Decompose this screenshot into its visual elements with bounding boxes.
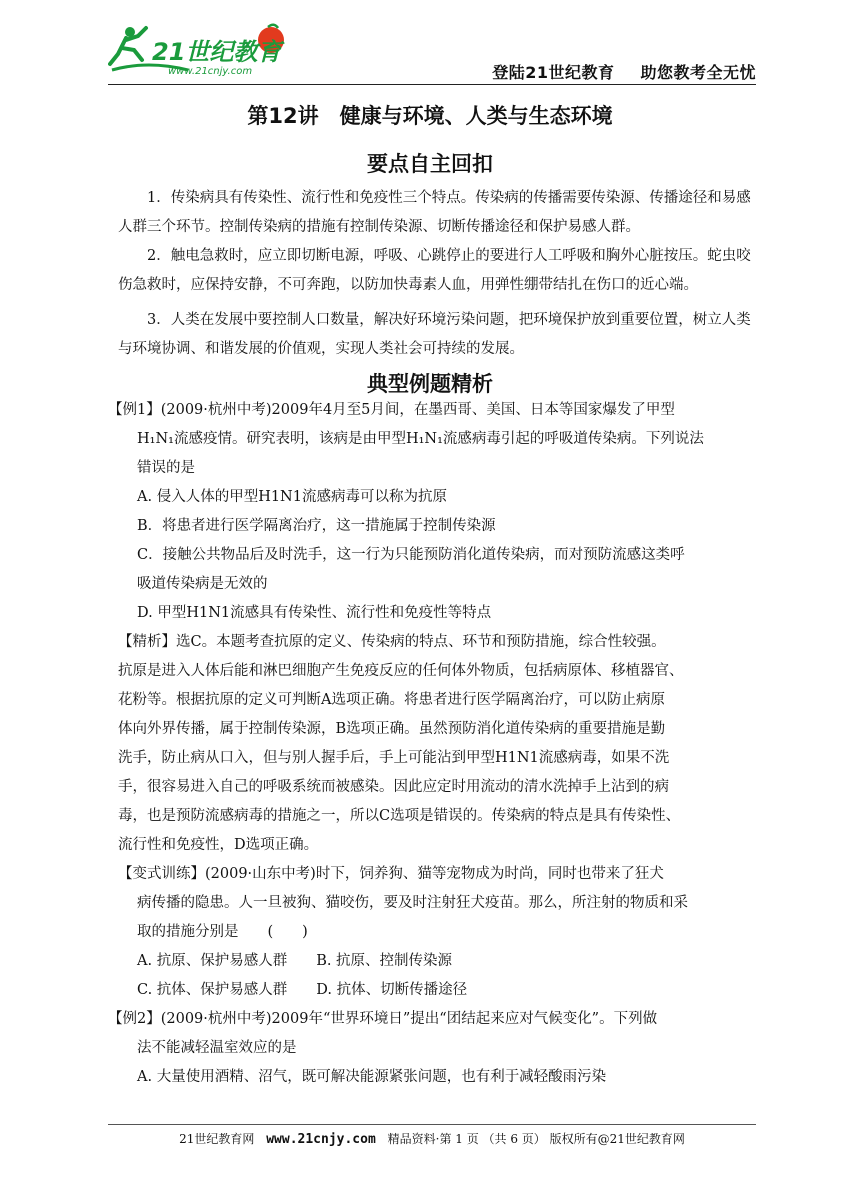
variant-training-line: 取的措施分别是 ( ) [137, 924, 308, 940]
example-1-option-a: A. 侵入人体的甲型H1N1流感病毒可以称为抗原 [137, 489, 447, 505]
example-1-analysis-line: 洗手，防止病从口入，但与别人握手后，手上可能沾到甲型H1N1流感病毒，如果不洗 [118, 750, 670, 766]
variant-training-options: A. 抗原、保护易感人群 B. 抗原、控制传染源 [137, 953, 453, 969]
variant-training-line: 病传播的隐患。人一旦被狗、猫咬伤，要及时注射狂犬疫苗。那么，所注射的物质和采 [137, 895, 688, 911]
example-1-analysis-line: 手，很容易进入自己的呼吸系统而被感染。因此应定时用流动的清水洗掉手上沾到的病 [118, 779, 669, 795]
footer-divider [108, 1124, 756, 1125]
site-logo [108, 20, 308, 78]
section-heading-examples: 典型例题精析 [367, 372, 493, 396]
slogan-login: 登陆21世纪教育 [492, 63, 615, 82]
key-point-2: 2．触电急救时，应立即切断电源，呼吸、心跳停止的要进行人工呼吸和胸外心脏按压。蛇虫咬伤急救时，应保持安静，不可奔跑，以防加快毒素人血，用弹性绷带结扎在伤口的近心端。 [118, 248, 751, 293]
section-heading-key-points: 要点自主回扣 [367, 152, 493, 176]
example-1-analysis-line: 【精析】选C。本题考查抗原的定义、传染病的特点、环节和预防措施，综合性较强。 [118, 634, 666, 650]
page-title: 第12讲 健康与环境、人类与生态环境 [247, 104, 613, 128]
footer-site: 21世纪教育网 [179, 1132, 255, 1146]
footer-page-info: 精品资料·第 1 页 （共 6 页） 版权所有@21世纪教育网 [387, 1132, 685, 1146]
logo-url: www.21cnjy.com [168, 66, 253, 77]
example-1-line: H₁N₁流感疫情。研究表明，该病是由甲型H₁N₁流感病毒引起的呼吸道传染病。下列说法 [137, 431, 704, 447]
example-1-analysis-line: 毒，也是预防流感病毒的措施之一，所以C选项是错误的。传染病的特点是具有传染性、 [118, 808, 681, 824]
logo-text: 21世纪教育 [152, 38, 282, 66]
key-point-3: 3．人类在发展中要控制人口数量，解决好环境污染问题，把环境保护放到重要位置，树立人类与环境协调、和谐发展的价值观，实现人类社会可持续的发展。 [118, 312, 751, 357]
variant-training-options: C. 抗体、保护易感人群 D. 抗体、切断传播途径 [137, 982, 468, 998]
example-1-analysis-line: 花粉等。根据抗原的定义可判断A选项正确。将患者进行医学隔离治疗，可以防止病原 [118, 692, 665, 708]
example-1-analysis-line: 抗原是进入人体后能和淋巴细胞产生免疫反应的任何体外物质，包括病原体、移植器官、 [118, 663, 684, 679]
example-1-analysis-line: 体向外界传播，属于控制传染源，B选项正确。虽然预防消化道传染病的重要措施是勤 [118, 721, 666, 737]
example-1-option-b: B．将患者进行医学隔离治疗，这一措施属于控制传染源 [137, 518, 496, 534]
footer-url[interactable]: www.21cnjy.com [266, 1132, 376, 1147]
example-2-option-a: A. 大量使用酒精、沼气，既可解决能源紧张问题，也有利于减轻酸雨污染 [137, 1069, 607, 1085]
example-1-option-c: C．接触公共物品后及时洗手，这一行为只能预防消化道传染病，而对预防流感这类呼 [137, 547, 685, 563]
example-2-line: 法不能减轻温室效应的是 [137, 1040, 297, 1056]
page-header [108, 20, 756, 82]
example-1-option-d: D. 甲型H1N1流感具有传染性、流行性和免疫性等特点 [137, 605, 492, 621]
slogan-motto: 助您教考全无忧 [640, 63, 756, 82]
example-1-analysis-line: 流行性和免疫性，D选项正确。 [118, 837, 319, 853]
example-2-line: 【例2】(2009·杭州中考)2009年“世界环境日”提出“团结起来应对气候变化”。下列做 [108, 1011, 658, 1027]
header-slogan [466, 60, 756, 83]
key-point-1: 1．传染病具有传染性、流行性和免疫性三个特点。传染病的传播需要传染源、传播途径和易感人群三个环节。控制传染病的措施有控制传染源、切断传播途径和保护易感人群。 [118, 190, 751, 235]
example-1-line: 错误的是 [137, 460, 195, 476]
page-footer [108, 1130, 756, 1147]
header-divider [108, 84, 756, 85]
example-1-line: 【例1】(2009·杭州中考)2009年4月至5月间，在墨西哥、美国、日本等国家爆发了甲型 [108, 402, 675, 418]
variant-training-line: 【变式训练】(2009·山东中考)时下，饲养狗、猫等宠物成为时尚，同时也带来了狂犬 [118, 866, 664, 882]
example-1-option-c-cont: 吸道传染病是无效的 [137, 576, 268, 592]
